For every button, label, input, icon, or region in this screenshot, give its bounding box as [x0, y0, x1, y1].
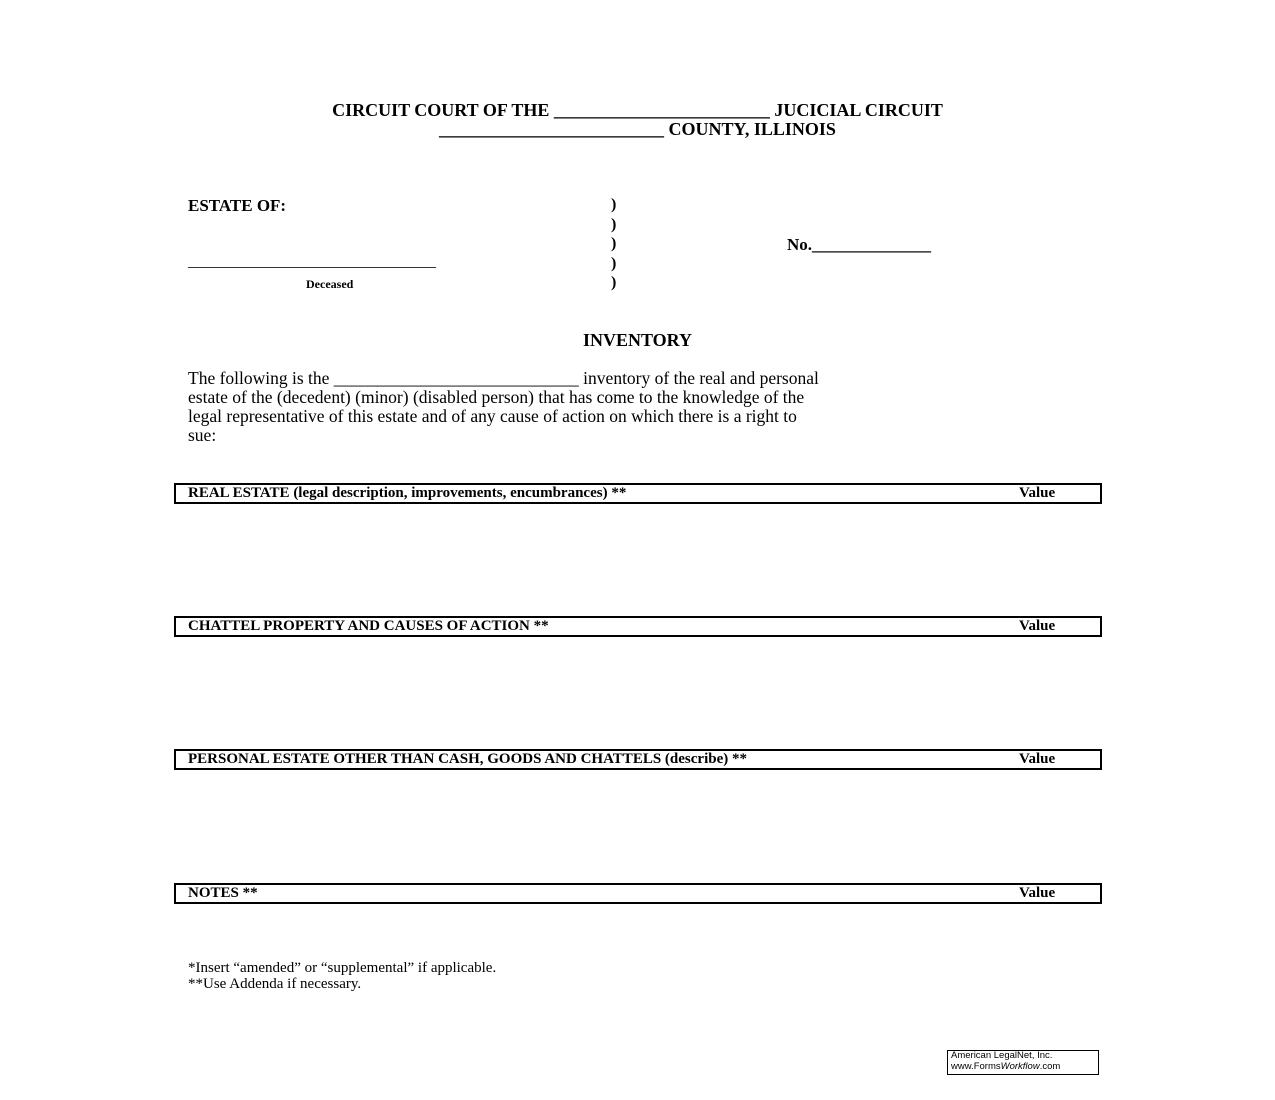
intro-line-2: estate of the (decedent) (minor) (disabled person) that has come to the knowledge of the	[188, 387, 805, 407]
publisher-url-suffix: .com	[1039, 1060, 1061, 1072]
section-chattel-property	[174, 616, 1102, 637]
intro-line-3: legal representative of this estate and of any cause of action on which there is a right to	[188, 406, 797, 426]
court-header-line1: CIRCUIT COURT OF THE ________________________ JUCICIAL CIRCUIT	[332, 100, 943, 120]
section-value-header: Value	[1019, 485, 1056, 501]
caption-paren-3: )	[611, 235, 617, 252]
publisher-url-prefix: www.Forms	[951, 1060, 1001, 1072]
case-number-field: No.______________	[787, 235, 932, 254]
section-label: CHATTEL PROPERTY AND CAUSES OF ACTION **	[188, 618, 549, 634]
section-value-header: Value	[1019, 751, 1056, 767]
caption-paren-1: )	[611, 196, 617, 213]
caption-paren-4: )	[611, 255, 617, 272]
intro-line-1: The following is the ____________________________ inventory of the real and personal	[188, 368, 819, 388]
caption-paren-2: )	[611, 216, 617, 233]
section-label: NOTES **	[188, 885, 258, 901]
publisher-name: American LegalNet, Inc.	[951, 1050, 1053, 1061]
section-label: PERSONAL ESTATE OTHER THAN CASH, GOODS AND CHATTELS (describe) **	[188, 751, 747, 767]
section-personal-estate	[174, 749, 1102, 770]
section-value-header: Value	[1019, 885, 1056, 901]
publisher-url	[948, 1062, 1098, 1073]
footnote-2: **Use Addenda if necessary.	[188, 976, 362, 992]
deceased-label: Deceased	[306, 277, 354, 291]
court-header-line2: _________________________ COUNTY, ILLINOIS	[439, 119, 836, 139]
deceased-name-line: _______________________________	[188, 253, 436, 270]
footnote-1: *Insert “amended” or “supplemental” if applicable.	[188, 960, 497, 976]
section-label: REAL ESTATE (legal description, improvements, encumbrances) **	[188, 485, 627, 501]
document-title: INVENTORY	[582, 330, 693, 350]
estate-of-label: ESTATE OF:	[188, 196, 287, 215]
intro-line-4: sue:	[188, 425, 217, 445]
section-notes	[174, 883, 1102, 904]
publisher-url-italic: Workflow	[1000, 1060, 1040, 1072]
section-value-header: Value	[1019, 618, 1056, 634]
caption-paren-5: )	[611, 274, 617, 291]
publisher-stamp	[947, 1050, 1099, 1075]
section-real-estate	[174, 483, 1102, 504]
